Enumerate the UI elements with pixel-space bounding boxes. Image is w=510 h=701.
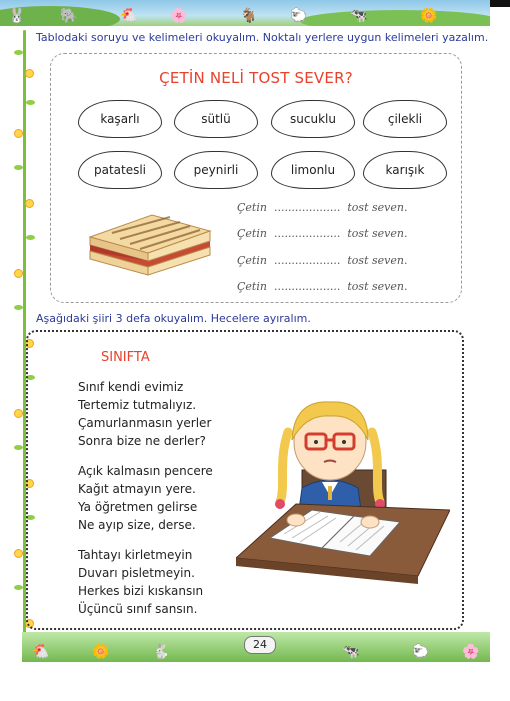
poem-line: Açık kalmasın pencere bbox=[78, 464, 213, 478]
poem-line: Herkes bizi kıskansın bbox=[78, 584, 204, 598]
poem-line: Kağıt atmayın yere. bbox=[78, 482, 196, 496]
fill-line: Çetin ................... tost seven. bbox=[237, 227, 408, 240]
word-cloud: sütlü bbox=[174, 100, 258, 138]
sandwich-illustration-icon bbox=[82, 207, 212, 277]
word-cloud: kaşarlı bbox=[78, 100, 162, 138]
fill-line: Çetin ................... tost seven. bbox=[237, 201, 408, 214]
word-cloud: limonlu bbox=[271, 151, 355, 189]
page-number: 24 bbox=[244, 636, 276, 654]
poem-line: Tertemiz tutmalıyız. bbox=[78, 398, 197, 412]
poem-line: Tahtayı kirletmeyin bbox=[78, 548, 193, 562]
top-animals-band: 🐰 🐘 🐔 🌸 🐐 🐑 🐄 🌼 bbox=[0, 0, 490, 26]
poem-line: Ya öğretmen gelirse bbox=[78, 500, 198, 514]
poem-line: Ne ayıp size, derse. bbox=[78, 518, 196, 532]
instruction-poem: Aşağıdaki şiiri 3 defa okuyalım. Hecelere ayıralım. bbox=[36, 312, 311, 325]
poem-line: Üçüncü sınıf sansın. bbox=[78, 602, 198, 616]
word-cloud: karışık bbox=[363, 151, 447, 189]
poem-line: Sınıf kendi evimiz bbox=[78, 380, 184, 394]
poem-title: SINIFTA bbox=[101, 350, 150, 365]
scan-corner bbox=[490, 0, 510, 7]
bottom-animals-band: 🐔 🌼 🐇 🐄 🐑 🌸 bbox=[22, 632, 490, 662]
exercise-title: ÇETİN NELİ TOST SEVER? bbox=[159, 69, 353, 87]
word-cloud: çilekli bbox=[363, 100, 447, 138]
word-cloud: patatesli bbox=[78, 151, 162, 189]
fill-line: Çetin ................... tost seven. bbox=[237, 254, 408, 267]
fill-line: Çetin ................... tost seven. bbox=[237, 280, 408, 293]
word-cloud: peynirli bbox=[174, 151, 258, 189]
word-cloud: sucuklu bbox=[271, 100, 355, 138]
poem-line: Duvarı pisletmeyin. bbox=[78, 566, 195, 580]
girl-at-desk-illustration-icon bbox=[236, 392, 450, 592]
poem-line: Sonra bize ne derler? bbox=[78, 434, 206, 448]
instruction-top: Tablodaki soruyu ve kelimeleri okuyalım. Noktalı yerlere uygun kelimeleri yazalım. bbox=[36, 31, 489, 44]
poem-line: Çamurlanmasın yerler bbox=[78, 416, 212, 430]
